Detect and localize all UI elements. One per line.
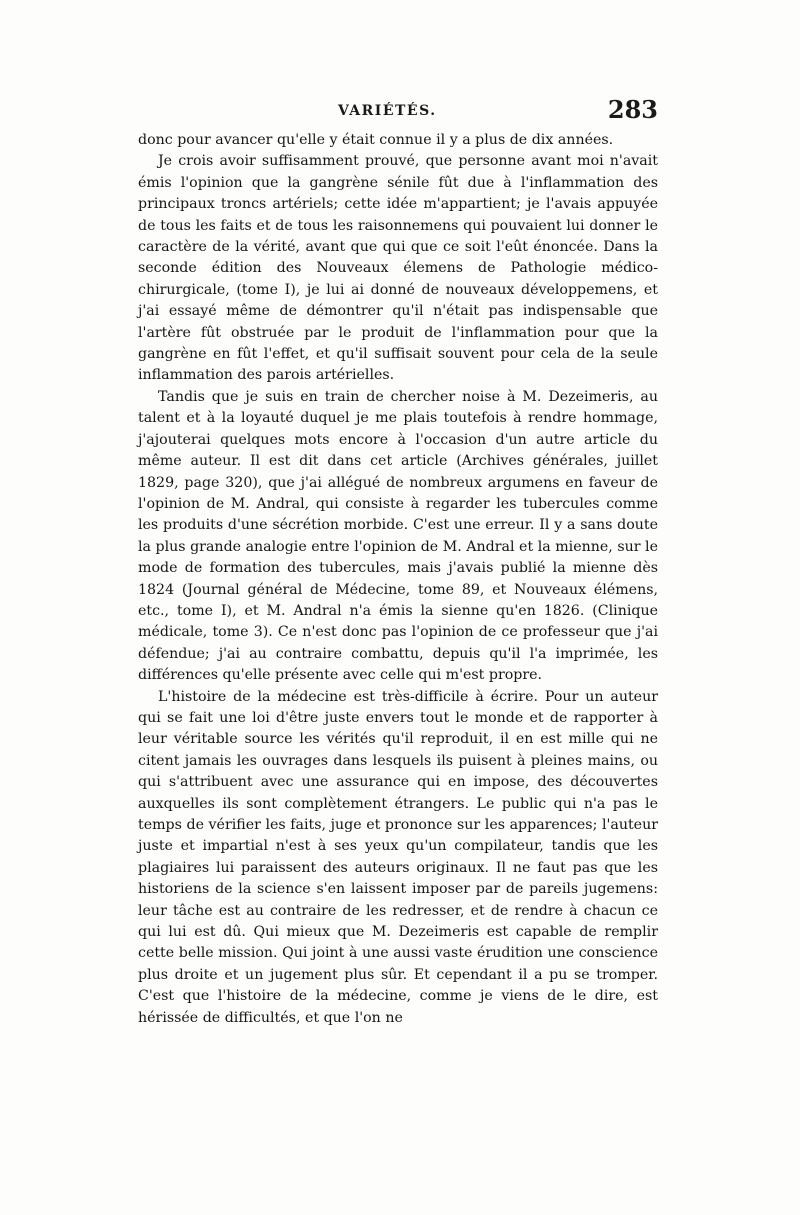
running-head (138, 95, 658, 125)
paragraph-tubercules: Tandis que je suis en train de chercher noise à M. Dezeimeris, au talent et à la loyauté duquel je me plais toutefois à rendre hommage, j'ajouterai quelques mots encore à l'occasion d'un autre article du même auteur. Il est dit dans cet article (Archives générales, juillet 1829, page 320), que j'ai allégué de nombreux argumens en faveur de l'opinion de M. Andral, qui consiste à regarder les tubercules comme les produits d'une sécrétion morbide. C'est une erreur. Il y a sans doute la plus grande analogie entre l'opinion de M. Andral et la mienne, sur le mode de formation des tubercules, mais j'avais publié la mienne dès 1824 (Journal général de Médecine, tome 89, et Nouveaux élémens, etc., tome I), et M. Andral n'a émis la sienne qu'en 1826. (Clinique médicale, tome 3). Ce n'est donc pas l'opinion de ce professeur que j'ai défendue; j'ai au contraire combattu, depuis qu'il l'a imprimée, les différences qu'elle présente avec celle qui m'est propre. (138, 388, 658, 684)
page-number: 283 (607, 95, 658, 124)
body-text (138, 130, 658, 1029)
running-title: VARIÉTÉS. (338, 103, 437, 119)
paragraph-histoire: L'histoire de la médecine est très-difficile à écrire. Pour un auteur qui se fait une loi d'être juste envers tout le monde et de rapporter à leur véritable source les vérités qu'il reproduit, il en est mille qui ne citent jamais les ouvrages dans lesquels ils puisent à pleines mains, ou qui s'attribuent avec une assurance qui en impose, des découvertes auxquelles ils sont complètement étrangers. Le public qui n'a pas le temps de vérifier les faits, juge et prononce sur les apparences; l'auteur juste et impartial n'est à ses yeux qu'un compilateur, tandis que les plagiaires lui paraissent des auteurs originaux. Il ne faut pas que les historiens de la science s'en laissent imposer par de pareils jugemens: leur tâche est au contraire de les redresser, et de rendre à chacun ce qui lui est dû. Qui mieux que M. Dezeimeris est capable de remplir cette belle mission. Qui joint à une aussi vaste érudition une conscience plus droite et un jugement plus sûr. Et cependant il a pu se tromper. C'est que l'histoire de la médecine, comme je viens de le dire, est hérissée de difficultés, et que l'on ne (138, 688, 658, 1026)
paragraph-continuation: donc pour avancer qu'elle y était connue il y a plus de dix années. (138, 132, 614, 148)
paragraph-gangrene: Je crois avoir suffisamment prouvé, que personne avant moi n'avait émis l'opinion que la gangrène sénile fût due à l'inflammation des principaux troncs artériels; cette idée m'appartient; je l'avais appuyée de tous les faits et de tous les raisonnemens qui pouvaient lui donner le caractère de la vérité, avant que qui que ce soit l'eût énoncée. Dans la seconde édition des Nouveaux élemens de Pathologie médico-chirurgicale, (tome I), je lui ai donné de nouveaux développemens, et j'ai essayé même de démontrer qu'il n'était pas indispensable que l'artère fût obstruée par le produit de l'inflammation pour que la gangrène en fût l'effet, et qu'il suffisait souvent pour cela de la seule inflammation des parois artérielles. (138, 153, 658, 384)
